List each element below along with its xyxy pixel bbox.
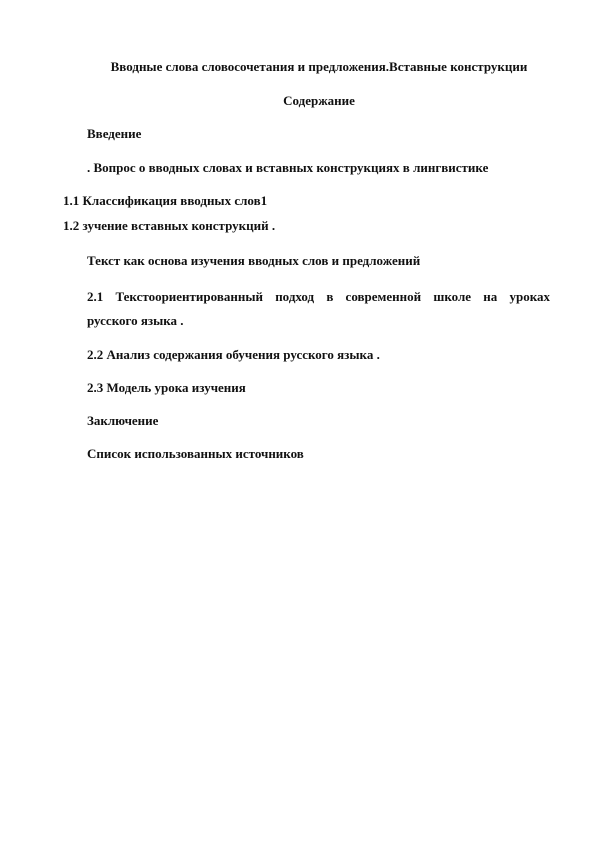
toc-item-sources: Список использованных источников	[87, 446, 304, 461]
toc-item-conclusion: Заключение	[87, 413, 159, 428]
toc-item-2-3: 2.3 Модель урока изучения	[87, 380, 246, 395]
toc-item-chapter-1: . Вопрос о вводных словах и вставных конструкциях в лингвистике	[87, 160, 489, 175]
toc-item-2-2: 2.2 Анализ содержания обучения русского языка .	[87, 347, 380, 362]
toc-item-1-2: 1.2 зучение вставных конструкций .	[63, 218, 276, 233]
toc-heading: Содержание	[283, 93, 355, 108]
toc-item-introduction: Введение	[87, 126, 142, 141]
document-title: Вводные слова словосочетания и предложения.Вставные конструкции	[110, 59, 528, 74]
toc-item-2-1-line-2: русского языка .	[87, 313, 184, 328]
toc-item-2-1-line-1: 2.1 Текстоориентированный подход в современной школе на уроках	[87, 289, 550, 304]
toc-item-chapter-2: Текст как основа изучения вводных слов и предложений	[87, 253, 421, 268]
toc-item-1-1: 1.1 Классификация вводных слов1	[63, 193, 268, 208]
